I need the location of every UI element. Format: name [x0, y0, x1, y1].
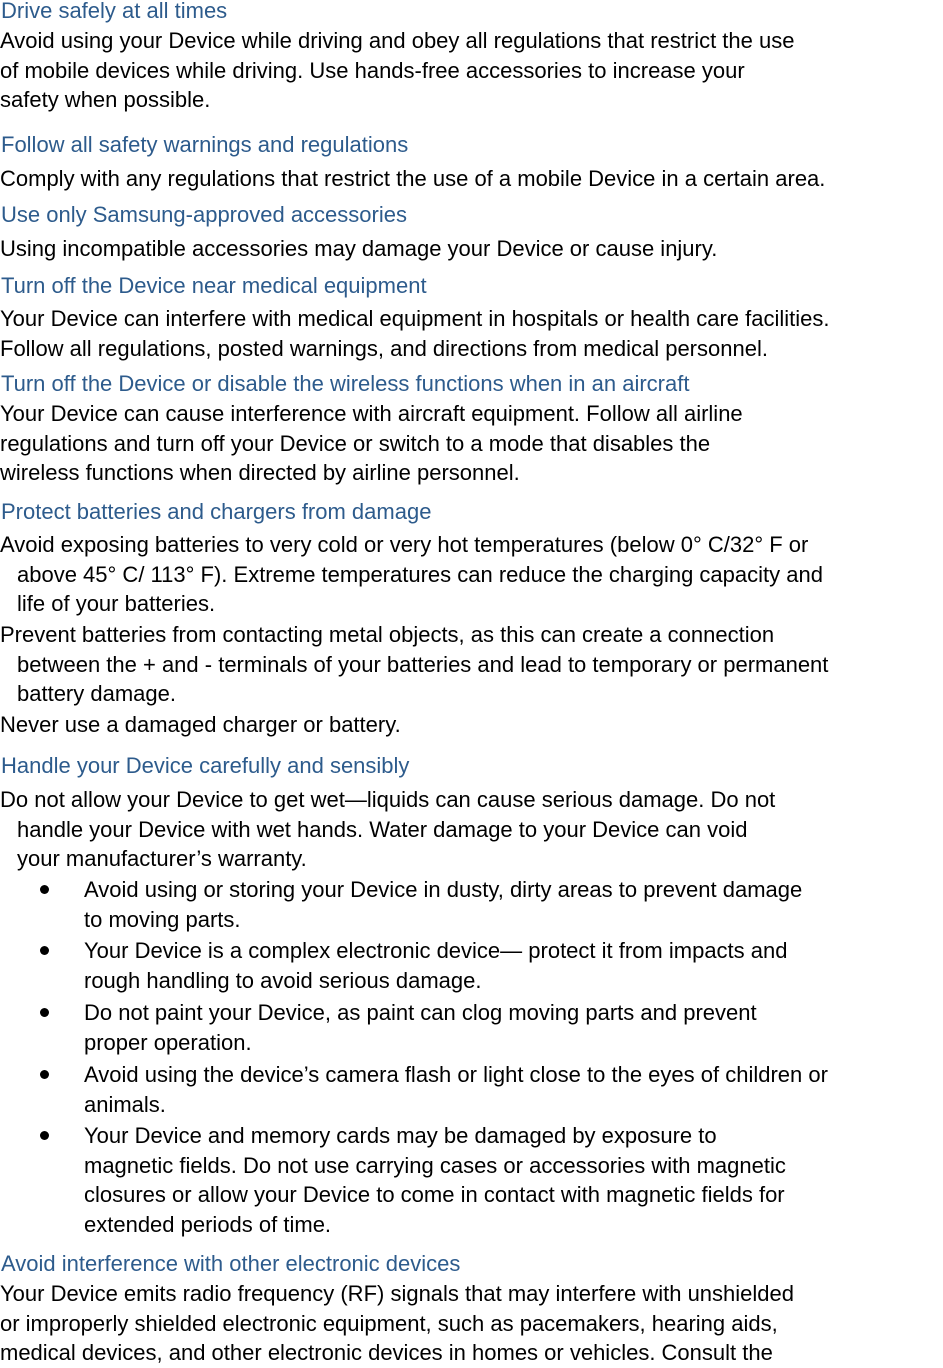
- text-line: safety when possible.: [0, 87, 211, 112]
- bullet-item: [0, 936, 787, 995]
- text-line: Your Device can interfere with medical equipment in hospitals or health care facilities.: [0, 306, 830, 331]
- paragraph: [0, 620, 828, 709]
- text-line: of mobile devices while driving. Use hands-free accessories to increase your: [0, 57, 745, 83]
- text-line: medical devices, and other electronic devices in homes or vehicles. Consult the: [0, 1340, 773, 1365]
- text-line: closures or allow your Device to come in contact with magnetic fields for: [84, 1182, 785, 1207]
- paragraph: [0, 26, 794, 115]
- text-line: Your Device is a complex electronic device— protect it from impacts and: [84, 938, 788, 963]
- text-line: or improperly shielded electronic equipment, such as pacemakers, hearing aids,: [0, 1310, 778, 1336]
- text-line: rough handling to avoid serious damage.: [84, 967, 482, 993]
- paragraph: [0, 164, 825, 194]
- text-line: Comply with any regulations that restrict the use of a mobile Device in a certain area.: [0, 166, 826, 191]
- section-heading: Turn off the Device near medical equipment: [1, 273, 427, 298]
- text-line: your manufacturer’s warranty.: [17, 846, 307, 871]
- text-line: Avoid using your Device while driving and obey all regulations that restrict the use: [0, 28, 795, 53]
- text-line: Avoid using the device’s camera flash or light close to the eyes of children or: [84, 1062, 828, 1087]
- bullet-icon: [40, 1008, 49, 1017]
- text-line: Your Device and memory cards may be damaged by exposure to: [84, 1123, 717, 1148]
- paragraph: [0, 399, 743, 488]
- section-heading: Use only Samsung-approved accessories: [1, 202, 407, 227]
- text-line: above 45° C/ 113° F). Extreme temperatures can reduce the charging capacity and: [17, 561, 823, 587]
- text-line: to moving parts.: [84, 906, 241, 932]
- text-line: handle your Device with wet hands. Water damage to your Device can void: [17, 816, 748, 842]
- text-line: Do not paint your Device, as paint can clog moving parts and prevent: [84, 1000, 757, 1025]
- text-line: proper operation.: [84, 1029, 252, 1055]
- paragraph: [0, 304, 830, 363]
- paragraph: [0, 710, 401, 740]
- section-heading: Turn off the Device or disable the wireless functions when in an aircraft: [1, 371, 690, 396]
- bullet-item: [0, 998, 757, 1057]
- text-line: Your Device emits radio frequency (RF) signals that may interfere with unshielded: [0, 1281, 794, 1306]
- text-line: Avoid using or storing your Device in dusty, dirty areas to prevent damage: [84, 877, 803, 902]
- text-line: battery damage.: [17, 681, 176, 706]
- text-line: Your Device can cause interference with aircraft equipment. Follow all airline: [0, 401, 743, 426]
- bullet-icon: [40, 1070, 49, 1079]
- section-heading: Avoid interference with other electronic devices: [1, 1251, 461, 1276]
- text-line: Using incompatible accessories may damage your Device or cause injury.: [0, 236, 718, 261]
- paragraph: [0, 530, 823, 619]
- text-line: between the + and - terminals of your batteries and lead to temporary or permanent: [17, 651, 829, 677]
- text-line: Avoid exposing batteries to very cold or very hot temperatures (below 0° C/32° F or: [0, 532, 809, 557]
- text-line: Do not allow your Device to get wet—liquids can cause serious damage. Do not: [0, 787, 776, 812]
- text-line: extended periods of time.: [84, 1211, 332, 1237]
- text-line: life of your batteries.: [17, 591, 216, 616]
- bullet-icon: [40, 885, 49, 894]
- section-heading: Handle your Device carefully and sensibly: [1, 753, 410, 778]
- bullet-item: [0, 1121, 786, 1239]
- bullet-item: [0, 1060, 828, 1119]
- text-line: Follow all regulations, posted warnings, and directions from medical personnel.: [0, 335, 768, 361]
- bullet-icon: [40, 1131, 49, 1140]
- bullet-item: [0, 875, 802, 934]
- text-line: regulations and turn off your Device or switch to a mode that disables the: [0, 430, 711, 456]
- paragraph: [0, 1279, 794, 1368]
- section-heading: Drive safely at all times: [1, 0, 228, 23]
- text-line: Never use a damaged charger or battery.: [0, 712, 401, 737]
- text-line: wireless functions when directed by airline personnel.: [0, 460, 520, 485]
- text-line: magnetic fields. Do not use carrying cases or accessories with magnetic: [84, 1152, 786, 1178]
- text-line: Prevent batteries from contacting metal objects, as this can create a connection: [0, 622, 775, 647]
- bullet-icon: [40, 946, 49, 955]
- paragraph: [0, 234, 717, 264]
- section-heading: Follow all safety warnings and regulations: [1, 132, 409, 157]
- section-heading: Protect batteries and chargers from damage: [1, 499, 432, 524]
- text-line: animals.: [84, 1091, 166, 1117]
- paragraph: [0, 785, 775, 874]
